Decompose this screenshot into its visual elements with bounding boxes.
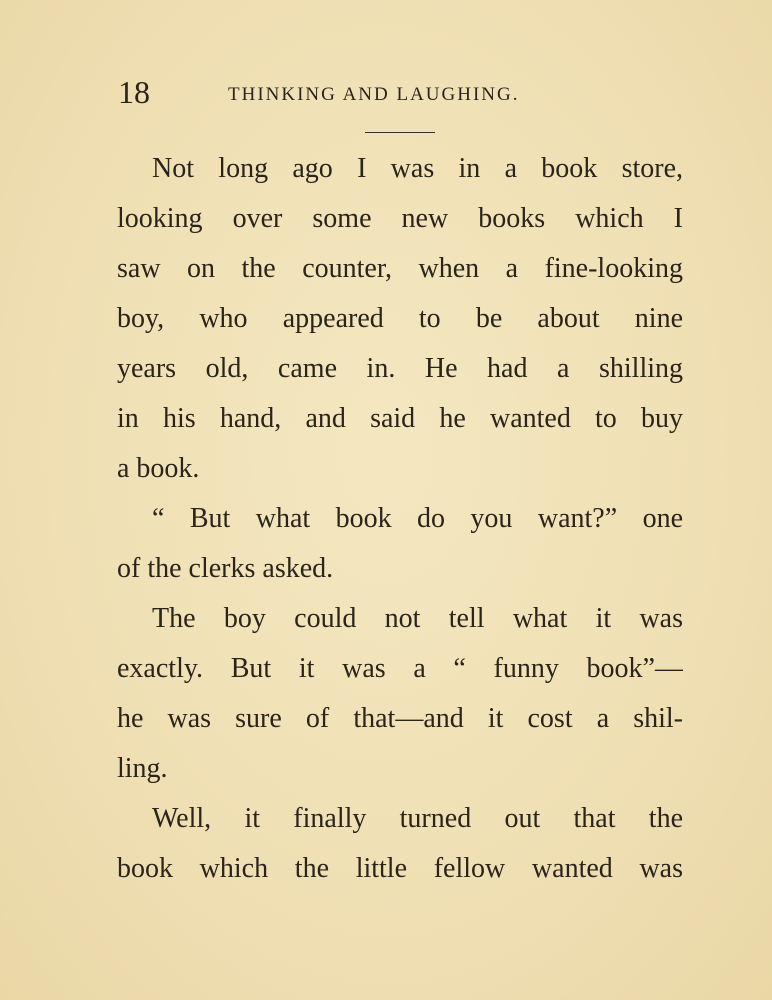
text-line: saw on the counter, when a fine-looking (117, 253, 683, 284)
text-line: looking over some new books which I (117, 203, 683, 234)
page-header (118, 72, 582, 112)
text-line: ling. (117, 753, 168, 784)
text-line: book which the little fellow wanted was (117, 853, 683, 884)
text-line: exactly. But it was a “ funny book”— (117, 653, 683, 684)
text-line: The boy could not tell what it was (152, 603, 683, 634)
text-line: a book. (117, 453, 200, 484)
text-line: boy, who appeared to be about nine (117, 303, 683, 334)
page-number: 18 (118, 74, 150, 110)
body-text (117, 144, 683, 894)
text-line: in his hand, and said he wanted to buy (117, 403, 683, 434)
text-line: Not long ago I was in a book store, (152, 153, 683, 184)
text-line: of the clerks asked. (117, 553, 334, 584)
text-line: he was sure of that—and it cost a shil- (117, 703, 683, 734)
running-head: THINKING AND LAUGHING. (228, 84, 520, 105)
text-line: Well, it finally turned out that the (152, 803, 683, 834)
text-line: years old, came in. He had a shilling (117, 353, 683, 384)
header-rule (365, 132, 435, 133)
text-line: “ But what book do you want?” one (152, 503, 683, 534)
